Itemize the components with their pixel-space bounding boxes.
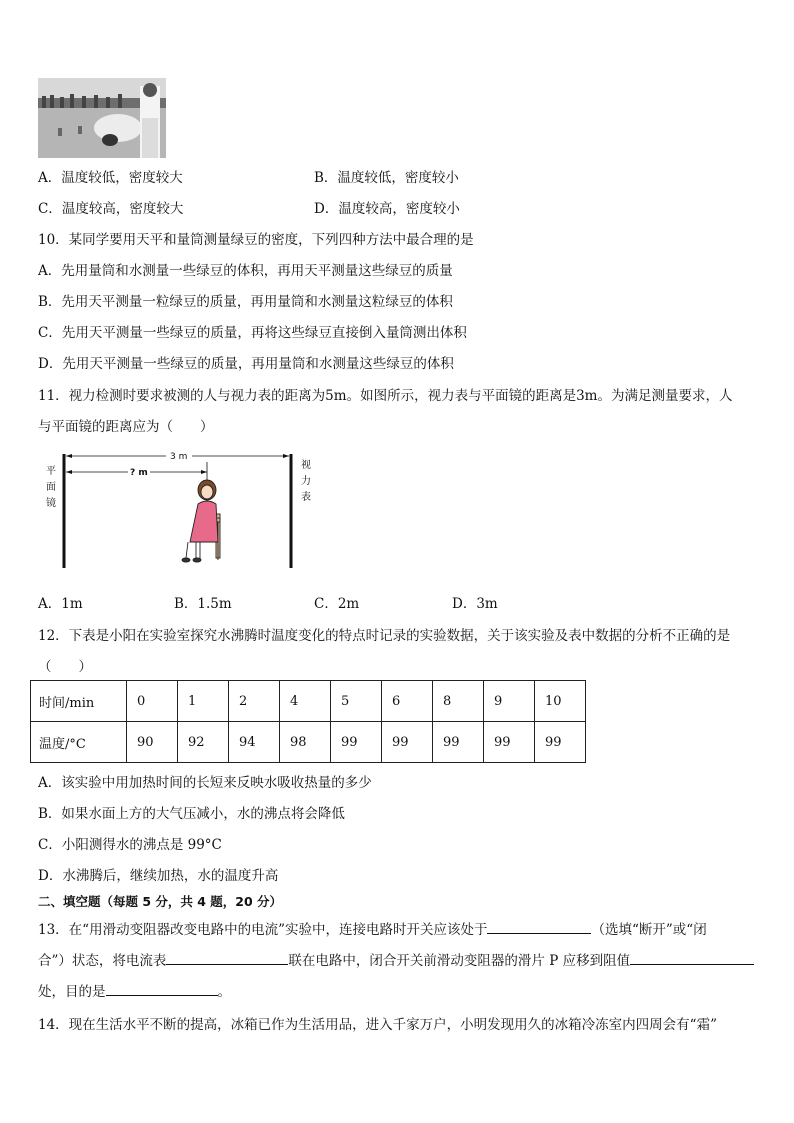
- q13-text-1a: 13．在“用滑动变阻器改变电路中的电流”实验中，连接电路时开关应该处于: [38, 922, 488, 938]
- q12-stem-line2: （ ）: [38, 659, 92, 675]
- section-title: 二、填空题（每题 5 分，共 4 题，20 分）: [38, 894, 283, 909]
- table-cell: 92: [178, 722, 229, 763]
- q13-line3: [38, 980, 231, 1000]
- table-cell: 6: [382, 681, 433, 722]
- q11-option-c: C．2m: [314, 596, 360, 612]
- q12-option-a: A．该实验中用加热时间的长短来反映水吸收热量的多少: [38, 775, 372, 791]
- table-cell: 8: [433, 681, 484, 722]
- table-cell: 99: [382, 722, 433, 763]
- q9-photo: [38, 78, 166, 158]
- table-cell: 2: [229, 681, 280, 722]
- table-cell: 9: [484, 681, 535, 722]
- table-cell: 10: [535, 681, 586, 722]
- q13-blank-3[interactable]: [630, 951, 754, 965]
- q13-line1: [38, 918, 707, 938]
- mirror-label: 平面镜: [46, 466, 56, 509]
- table-cell: 99: [484, 722, 535, 763]
- table-cell: 99: [433, 722, 484, 763]
- q13-text-2b: 联在电路中，闭合开关前滑动变阻器的滑片 P 应移到阻值: [288, 953, 631, 969]
- q14-line1: 14．现在生活水平不断的提高，冰箱已作为生活用品，进入千家万户，小明发现用久的冰箱冷冻室内四周会有“霜”: [38, 1017, 717, 1033]
- q12-data-table: [30, 680, 586, 763]
- table-header-temperature: 温度/°C: [31, 722, 127, 763]
- table-cell: 0: [127, 681, 178, 722]
- q13-text-1b: （选填“断开”或“闭: [591, 922, 707, 938]
- chart-label: 视力表: [301, 460, 311, 503]
- table-cell: 4: [280, 681, 331, 722]
- table-cell: 99: [331, 722, 382, 763]
- table-cell: 94: [229, 722, 280, 763]
- table-header-time: 时间/min: [31, 681, 127, 722]
- q13-blank-2[interactable]: [166, 951, 288, 965]
- inner-dimension-label: ? m: [130, 468, 148, 478]
- table-cell: 1: [178, 681, 229, 722]
- q13-text-3a: 处，目的是: [38, 984, 106, 1000]
- q11-figure: [40, 446, 315, 574]
- table-row-time: [31, 681, 586, 722]
- q9-option-d: D．温度较高，密度较小: [314, 201, 460, 217]
- table-cell: 99: [535, 722, 586, 763]
- q13-blank-4[interactable]: [106, 982, 218, 996]
- q12-option-d: D．水沸腾后，继续加热，水的温度升高: [38, 868, 279, 884]
- q11-stem-line2: 与平面镜的距离应为（ ）: [38, 419, 214, 435]
- table-cell: 90: [127, 722, 178, 763]
- table-row-temperature: [31, 722, 586, 763]
- q9-option-b: B．温度较低，密度较小: [314, 170, 459, 186]
- table-cell: 98: [280, 722, 331, 763]
- q10-option-c: C．先用天平测量一些绿豆的质量，再将这些绿豆直接倒入量筒测出体积: [38, 325, 467, 341]
- q12-option-c: C．小阳测得水的沸点是 99°C: [38, 837, 222, 853]
- q9-option-c: C．温度较高，密度较大: [38, 201, 184, 217]
- q10-option-a: A．先用量筒和水测量一些绿豆的体积，再用天平测量这些绿豆的质量: [38, 263, 453, 279]
- q11-stem-line1: 11．视力检测时要求被测的人与视力表的距离为5m。如图所示，视力表与平面镜的距离是3m。为满足测量要求，人: [38, 388, 733, 404]
- q13-line2: [38, 949, 754, 969]
- q9-option-a: A．温度较低，密度较大: [38, 170, 183, 186]
- q13-text-2a: 合”）状态，将电流表: [38, 953, 167, 969]
- q12-stem-line1: 12．下表是小阳在实验室探究水沸腾时温度变化的特点时记录的实验数据，关于该实验及表中数据的分析不正确的是: [38, 628, 731, 644]
- table-cell: 5: [331, 681, 382, 722]
- seated-girl: [182, 480, 220, 562]
- q10-stem: 10．某同学要用天平和量筒测量绿豆的密度，下列四种方法中最合理的是: [38, 232, 474, 248]
- q11-option-d: D．3m: [452, 596, 498, 612]
- q10-option-d: D．先用天平测量一些绿豆的质量，再用量筒和水测量这些绿豆的体积: [38, 356, 454, 372]
- q11-option-a: A．1m: [38, 596, 83, 612]
- top-dimension-label: 3 m: [170, 452, 188, 462]
- q12-option-b: B．如果水面上方的大气压减小，水的沸点将会降低: [38, 806, 345, 822]
- q11-option-b: B．1.5m: [174, 596, 232, 612]
- q13-blank-1[interactable]: [487, 920, 591, 934]
- q10-option-b: B．先用天平测量一粒绿豆的质量，再用量筒和水测量这粒绿豆的体积: [38, 294, 453, 310]
- q13-text-3b: 。: [217, 984, 231, 1000]
